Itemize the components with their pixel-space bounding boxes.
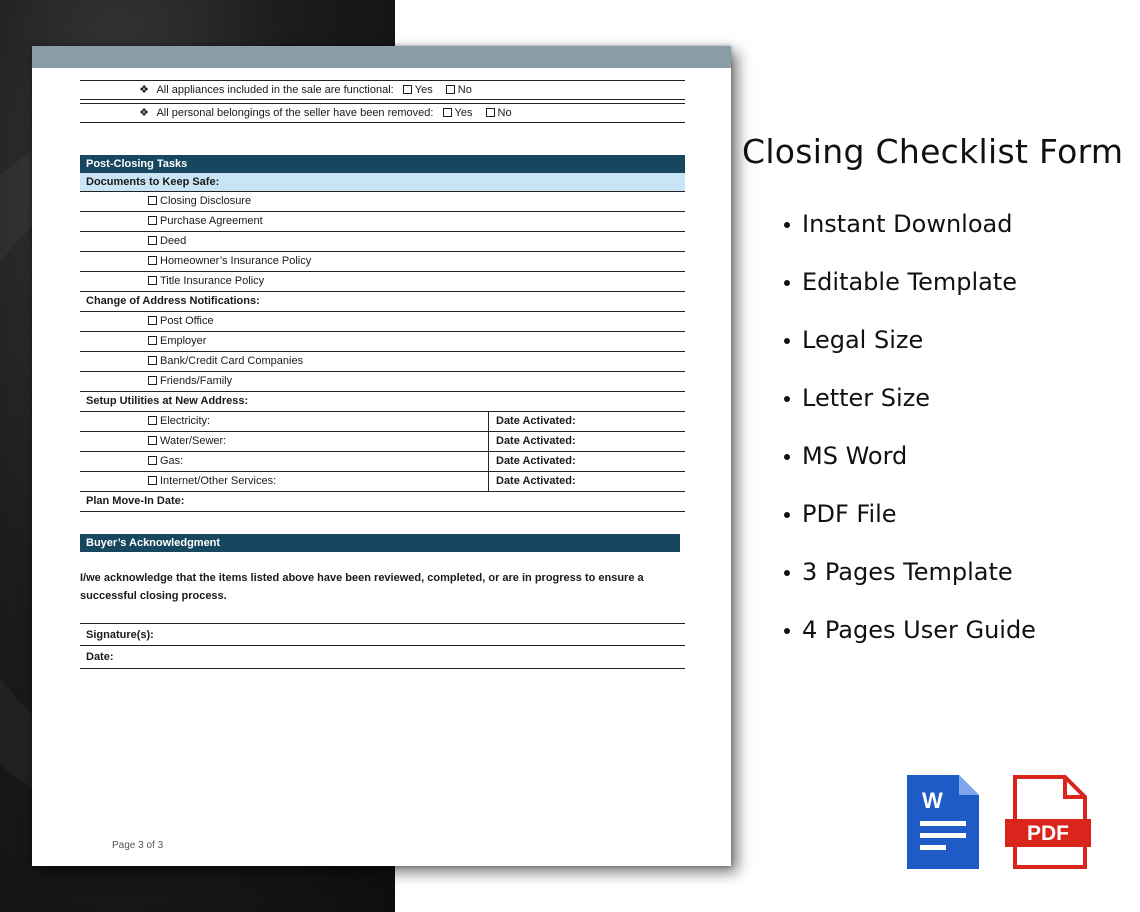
list-item: 3 Pages Template: [784, 553, 1036, 611]
checkbox[interactable]: [148, 336, 157, 345]
yes-checkbox[interactable]: [443, 108, 452, 117]
list-item: MS Word: [784, 437, 1036, 495]
documents-keep-header: Documents to Keep Safe:: [80, 173, 685, 192]
signature-field[interactable]: Signature(s):: [80, 623, 685, 646]
page-footer: Page 3 of 3: [112, 840, 164, 851]
checkbox[interactable]: [148, 476, 157, 485]
feature-list: [784, 205, 1036, 669]
list-item: Purchase Agreement: [80, 212, 685, 232]
date-field[interactable]: Date:: [80, 646, 685, 669]
list-item: PDF File: [784, 495, 1036, 553]
acknowledgment-body: [80, 569, 685, 605]
no-checkbox[interactable]: [486, 108, 495, 117]
checkbox[interactable]: [148, 436, 157, 445]
list-item: Legal Size: [784, 321, 1036, 379]
list-item: Editable Template: [784, 263, 1036, 321]
ms-word-icon: [907, 775, 979, 869]
diamond-bullet-icon: ❖: [139, 84, 149, 96]
move-in-date-row: Plan Move-In Date:: [80, 492, 685, 512]
checkbox[interactable]: [148, 416, 157, 425]
yes-checkbox[interactable]: [403, 85, 412, 94]
appliances-row: ❖ All appliances included in the sale are functional: Yes No: [80, 80, 685, 100]
bullet-icon: [784, 512, 790, 518]
list-item: Post Office: [80, 312, 685, 332]
post-closing-section: [80, 155, 685, 512]
acknowledgment-header: Buyer’s Acknowledgment: [80, 534, 680, 552]
acknowledgment-text: I/we acknowledge that the items listed above have been reviewed, completed, or are in progress to ensure a successful closing process.: [80, 572, 644, 602]
pdf-icon-label: PDF: [1027, 822, 1069, 845]
list-item: Deed: [80, 232, 685, 252]
table-row: Internet/Other Services: Date Activated:: [80, 472, 685, 492]
checkbox[interactable]: [148, 356, 157, 365]
list-item: Instant Download: [784, 205, 1036, 263]
bullet-icon: [784, 396, 790, 402]
list-item: Friends/Family: [80, 372, 685, 392]
checkbox[interactable]: [148, 376, 157, 385]
acknowledgment-section: [80, 534, 680, 552]
no-checkbox[interactable]: [446, 85, 455, 94]
list-item: Employer: [80, 332, 685, 352]
post-closing-header: Post-Closing Tasks: [80, 155, 685, 173]
date-activated-label: Date Activated:: [488, 472, 576, 491]
page-header-bar: [32, 46, 731, 68]
product-title: Closing Checklist Form: [742, 132, 1124, 171]
checkbox[interactable]: [148, 196, 157, 205]
address-header: Change of Address Notifications:: [80, 292, 685, 312]
bullet-icon: [784, 222, 790, 228]
pdf-icon: [1005, 775, 1091, 869]
list-item: Bank/Credit Card Companies: [80, 352, 685, 372]
date-activated-label: Date Activated:: [488, 412, 576, 431]
bullet-icon: [784, 338, 790, 344]
table-row: Electricity: Date Activated:: [80, 412, 685, 432]
list-item: Letter Size: [784, 379, 1036, 437]
bullet-icon: [784, 628, 790, 634]
belongings-row: ❖ All personal belongings of the seller have been removed: Yes No: [80, 103, 685, 123]
checkbox[interactable]: [148, 216, 157, 225]
bullet-icon: [784, 280, 790, 286]
bullet-icon: [784, 454, 790, 460]
utilities-header: Setup Utilities at New Address:: [80, 392, 685, 412]
checkbox[interactable]: [148, 256, 157, 265]
checkbox[interactable]: [148, 316, 157, 325]
checkbox[interactable]: [148, 236, 157, 245]
table-row: Water/Sewer: Date Activated:: [80, 432, 685, 452]
checkbox[interactable]: [148, 456, 157, 465]
word-icon-letter: W: [922, 788, 943, 813]
list-item: Title Insurance Policy: [80, 272, 685, 292]
date-activated-label: Date Activated:: [488, 452, 576, 471]
table-row: Gas: Date Activated:: [80, 452, 685, 472]
top-rows: [80, 80, 685, 123]
bullet-icon: [784, 570, 790, 576]
list-item: 4 Pages User Guide: [784, 611, 1036, 669]
list-item: Closing Disclosure: [80, 192, 685, 212]
diamond-bullet-icon: ❖: [139, 107, 149, 119]
date-activated-label: Date Activated:: [488, 432, 576, 451]
signature-block: [80, 623, 685, 669]
list-item: Homeowner’s Insurance Policy: [80, 252, 685, 272]
document-page: [32, 46, 731, 866]
checkbox[interactable]: [148, 276, 157, 285]
